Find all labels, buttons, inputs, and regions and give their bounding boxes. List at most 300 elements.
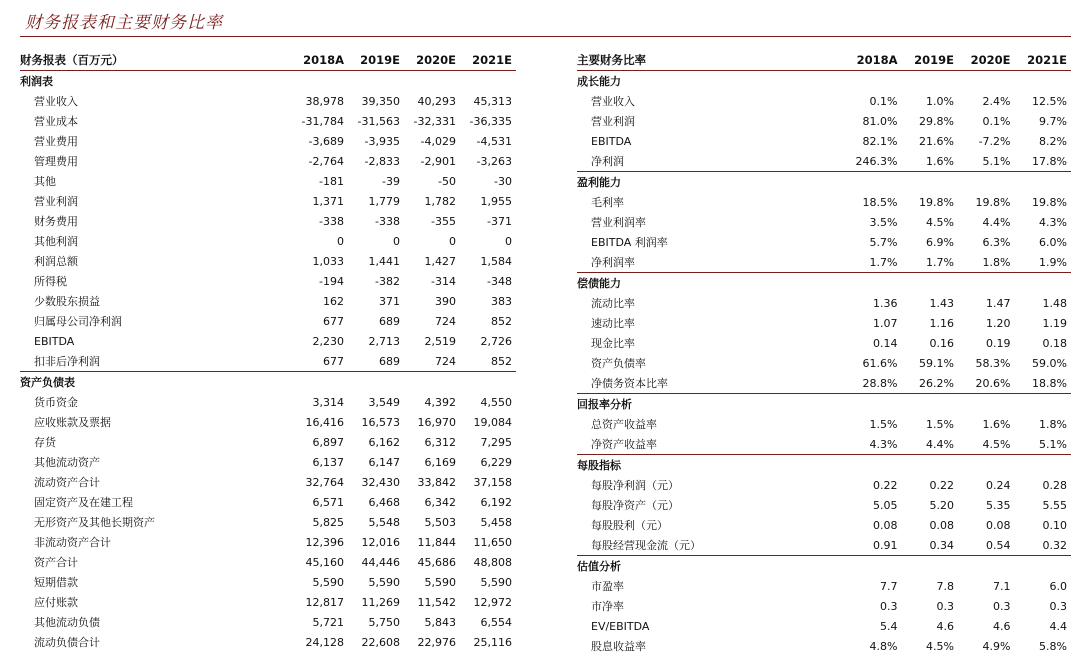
value-cell: -348 xyxy=(487,274,512,288)
table-row xyxy=(577,596,1071,616)
financial-ratios-body xyxy=(577,71,1071,657)
table-row xyxy=(577,495,1071,515)
value-cell: 7,295 xyxy=(480,435,512,449)
value-cell: 852 xyxy=(491,314,512,328)
table-row xyxy=(20,91,516,111)
value-cell: 1.7% xyxy=(926,255,954,269)
row-label: 营业成本 xyxy=(34,115,78,128)
row-label: 短期借款 xyxy=(34,576,78,589)
table-row xyxy=(20,592,516,612)
value-cell: 689 xyxy=(379,354,400,368)
value-cell: 1.8% xyxy=(982,255,1011,269)
table-row xyxy=(20,351,516,372)
empty-cell xyxy=(845,172,902,193)
table-row xyxy=(577,151,1071,172)
row-label: EBITDA xyxy=(591,134,632,148)
empty-cell xyxy=(292,71,348,92)
value-cell: 0.3 xyxy=(880,599,898,613)
table-row xyxy=(20,151,516,171)
value-cell: 8.2% xyxy=(1039,134,1067,148)
title-divider xyxy=(20,36,1071,37)
value-cell: 0.19 xyxy=(986,336,1011,350)
row-label: 应收账款及票据 xyxy=(34,416,111,429)
section-title: 资产负债表 xyxy=(20,372,292,393)
value-cell: 689 xyxy=(379,314,400,328)
row-label: 营业收入 xyxy=(34,95,78,108)
table-row xyxy=(577,616,1071,636)
value-cell: -31,563 xyxy=(357,114,400,128)
row-label: 每股净利润（元） xyxy=(591,479,679,492)
table-row xyxy=(577,111,1071,131)
row-label: 市盈率 xyxy=(591,580,624,593)
value-cell: -355 xyxy=(431,214,456,228)
value-cell: 0.08 xyxy=(873,518,898,532)
row-label: 毛利率 xyxy=(591,196,624,209)
value-cell: -39 xyxy=(382,174,400,188)
value-cell: 0.1% xyxy=(869,94,898,108)
value-cell: 18.8% xyxy=(1032,376,1067,390)
value-cell: 5,750 xyxy=(368,615,400,629)
value-cell: 1.7% xyxy=(869,255,898,269)
empty-cell xyxy=(1015,273,1072,294)
value-cell: 5.35 xyxy=(986,498,1011,512)
table-row xyxy=(20,412,516,432)
table-row xyxy=(577,515,1071,535)
row-label: 营业利润率 xyxy=(591,216,646,229)
row-label: 资产负债率 xyxy=(591,357,646,370)
value-cell: 6.9% xyxy=(926,235,954,249)
value-cell: -3,263 xyxy=(476,154,512,168)
value-cell: 4.5% xyxy=(926,639,954,653)
value-cell: 1.16 xyxy=(929,316,954,330)
row-label: 每股经营现金流（元） xyxy=(591,539,701,552)
table-row xyxy=(577,232,1071,252)
value-cell: 12,817 xyxy=(305,595,344,609)
value-cell: 677 xyxy=(323,354,344,368)
value-cell: 0.10 xyxy=(1042,518,1067,532)
value-cell: 0.1% xyxy=(982,114,1011,128)
value-cell: 0 xyxy=(337,234,344,248)
value-cell: 19.8% xyxy=(919,195,954,209)
value-cell: 5.05 xyxy=(873,498,898,512)
row-label: 净资产收益率 xyxy=(591,438,657,451)
row-label: 所得税 xyxy=(34,275,67,288)
value-cell: 32,430 xyxy=(361,475,400,489)
table-row xyxy=(577,131,1071,151)
value-cell: 11,844 xyxy=(417,535,456,549)
section-header-row xyxy=(20,372,516,393)
row-label: 净利润 xyxy=(591,155,624,168)
row-label: 营业利润 xyxy=(34,195,78,208)
value-cell: 4.9% xyxy=(982,639,1011,653)
empty-cell xyxy=(845,71,902,92)
table-row xyxy=(20,311,516,331)
empty-cell xyxy=(348,372,404,393)
row-label: 财务费用 xyxy=(34,215,78,228)
section-title: 估值分析 xyxy=(577,556,845,577)
value-cell: -194 xyxy=(319,274,344,288)
value-cell: 677 xyxy=(323,314,344,328)
value-cell: 4.4% xyxy=(926,437,954,451)
value-cell: 4.3% xyxy=(1039,215,1067,229)
row-label: 利润总额 xyxy=(34,255,78,268)
row-label: 流动负债合计 xyxy=(34,636,100,649)
table-row xyxy=(577,576,1071,596)
value-cell: 0.34 xyxy=(929,538,954,552)
value-cell: 0.16 xyxy=(929,336,954,350)
value-cell: 45,686 xyxy=(417,555,456,569)
value-cell: 5,548 xyxy=(368,515,400,529)
value-cell: 0.08 xyxy=(986,518,1011,532)
row-label: 速动比率 xyxy=(591,317,635,330)
value-cell: 6,162 xyxy=(368,435,400,449)
value-cell: -338 xyxy=(375,214,400,228)
value-cell: -338 xyxy=(319,214,344,228)
value-cell: 1.48 xyxy=(1042,296,1067,310)
table-row xyxy=(20,632,516,652)
row-label: 无形资产及其他长期资产 xyxy=(34,516,155,529)
row-label: 少数股东损益 xyxy=(34,295,100,308)
value-cell: 1.19 xyxy=(1042,316,1067,330)
year-header: 2021E xyxy=(460,50,516,71)
year-header: 2020E xyxy=(404,50,460,71)
value-cell: 6,554 xyxy=(480,615,512,629)
table-row xyxy=(577,353,1071,373)
value-cell: -3,689 xyxy=(308,134,344,148)
financial-ratios-table xyxy=(577,50,1071,656)
value-cell: 5,825 xyxy=(312,515,344,529)
value-cell: 22,976 xyxy=(417,635,456,649)
value-cell: 724 xyxy=(435,314,456,328)
empty-cell xyxy=(460,71,516,92)
value-cell: 5,458 xyxy=(480,515,512,529)
value-cell: 38,978 xyxy=(305,94,344,108)
value-cell: 3,314 xyxy=(312,395,344,409)
financial-ratios-panel xyxy=(577,50,1071,656)
value-cell: 11,269 xyxy=(361,595,400,609)
value-cell: 0 xyxy=(393,234,400,248)
row-label: 扣非后净利润 xyxy=(34,355,100,368)
value-cell: 12,972 xyxy=(473,595,512,609)
value-cell: -2,833 xyxy=(364,154,400,168)
value-cell: 5,843 xyxy=(424,615,456,629)
row-label: 非流动资产合计 xyxy=(34,536,111,549)
financial-statements-panel xyxy=(20,50,516,652)
table-row xyxy=(577,475,1071,495)
section-header-row xyxy=(20,71,516,92)
value-cell: 58.3% xyxy=(975,356,1011,370)
empty-cell xyxy=(404,372,460,393)
table-row xyxy=(20,392,516,412)
table-row xyxy=(20,512,516,532)
value-cell: 1,955 xyxy=(480,194,512,208)
value-cell: 7.1 xyxy=(993,579,1011,593)
empty-cell xyxy=(1015,172,1072,193)
table-row xyxy=(20,131,516,151)
value-cell: 0.3 xyxy=(993,599,1011,613)
value-cell: 1.36 xyxy=(873,296,898,310)
value-cell: 5.20 xyxy=(929,498,954,512)
table-row xyxy=(577,212,1071,232)
row-label: 其他流动负债 xyxy=(34,616,100,629)
empty-cell xyxy=(902,172,959,193)
value-cell: 81.0% xyxy=(862,114,898,128)
empty-cell xyxy=(958,455,1015,476)
empty-cell xyxy=(845,556,902,577)
value-cell: 18.5% xyxy=(862,195,898,209)
value-cell: 5,590 xyxy=(424,575,456,589)
row-label: 每股股利（元） xyxy=(591,519,668,532)
empty-cell xyxy=(845,273,902,294)
value-cell: 4.4 xyxy=(1049,619,1067,633)
value-cell: 6,468 xyxy=(368,495,400,509)
value-cell: 33,842 xyxy=(417,475,456,489)
row-label: EBITDA xyxy=(34,334,75,348)
value-cell: 28.8% xyxy=(862,376,898,390)
value-cell: 1,441 xyxy=(368,254,400,268)
value-cell: 0.08 xyxy=(929,518,954,532)
table-row xyxy=(20,291,516,311)
empty-cell xyxy=(1015,455,1072,476)
value-cell: 12.5% xyxy=(1032,94,1067,108)
value-cell: 0.24 xyxy=(986,478,1011,492)
row-label: 管理费用 xyxy=(34,155,78,168)
value-cell: 4.5% xyxy=(982,437,1011,451)
value-cell: 48,808 xyxy=(473,555,512,569)
table-header-label: 主要财务比率 xyxy=(577,50,845,71)
empty-cell xyxy=(958,71,1015,92)
value-cell: 21.6% xyxy=(919,134,954,148)
row-label: 流动比率 xyxy=(591,297,635,310)
table-row xyxy=(20,452,516,472)
section-header-row xyxy=(577,71,1071,92)
table-row xyxy=(577,636,1071,656)
table-row xyxy=(20,432,516,452)
value-cell: 39,350 xyxy=(361,94,400,108)
value-cell: 25,116 xyxy=(473,635,512,649)
value-cell: 17.8% xyxy=(1032,154,1067,168)
value-cell: 0.54 xyxy=(986,538,1011,552)
value-cell: 16,416 xyxy=(305,415,344,429)
value-cell: 6.0% xyxy=(1039,235,1067,249)
section-title: 回报率分析 xyxy=(577,394,845,415)
value-cell: 246.3% xyxy=(855,154,898,168)
value-cell: 1.8% xyxy=(1039,417,1067,431)
row-label: 现金比率 xyxy=(591,337,635,350)
table-row xyxy=(20,271,516,291)
value-cell: 5,590 xyxy=(312,575,344,589)
value-cell: 5.8% xyxy=(1039,639,1067,653)
table-row xyxy=(20,472,516,492)
value-cell: 20.6% xyxy=(975,376,1011,390)
value-cell: 6.0 xyxy=(1049,579,1067,593)
year-header: 2021E xyxy=(1015,50,1072,71)
value-cell: 24,128 xyxy=(305,635,344,649)
empty-cell xyxy=(404,71,460,92)
value-cell: 6,897 xyxy=(312,435,344,449)
year-header: 2019E xyxy=(348,50,404,71)
value-cell: 6,169 xyxy=(424,455,456,469)
value-cell: 1,782 xyxy=(424,194,456,208)
financial-statements-table xyxy=(20,50,516,652)
value-cell: 0 xyxy=(449,234,456,248)
value-cell: 11,650 xyxy=(473,535,512,549)
value-cell: 1.20 xyxy=(986,316,1011,330)
table-row xyxy=(577,373,1071,394)
value-cell: 162 xyxy=(323,294,344,308)
value-cell: 0.3 xyxy=(936,599,954,613)
table-row xyxy=(577,293,1071,313)
value-cell: 19.8% xyxy=(975,195,1011,209)
value-cell: 6,192 xyxy=(480,495,512,509)
value-cell: 7.8 xyxy=(936,579,954,593)
value-cell: 61.6% xyxy=(862,356,898,370)
table-row xyxy=(20,111,516,131)
table-row xyxy=(20,552,516,572)
value-cell: 390 xyxy=(435,294,456,308)
value-cell: 852 xyxy=(491,354,512,368)
row-label: 其他利润 xyxy=(34,235,78,248)
section-header-row xyxy=(577,394,1071,415)
value-cell: 4,550 xyxy=(480,395,512,409)
value-cell: 7.7 xyxy=(880,579,898,593)
empty-cell xyxy=(1015,556,1072,577)
table-row xyxy=(20,171,516,191)
value-cell: 12,396 xyxy=(305,535,344,549)
value-cell: 0.3 xyxy=(1049,599,1067,613)
value-cell: 5.1% xyxy=(982,154,1011,168)
value-cell: 383 xyxy=(491,294,512,308)
value-cell: 22,608 xyxy=(361,635,400,649)
row-label: EV/EBITDA xyxy=(591,619,650,633)
value-cell: 1.5% xyxy=(926,417,954,431)
value-cell: 2,713 xyxy=(368,334,400,348)
table-row xyxy=(577,91,1071,111)
row-label: 营业利润 xyxy=(591,115,635,128)
value-cell: 5,721 xyxy=(312,615,344,629)
value-cell: 1,427 xyxy=(424,254,456,268)
value-cell: -31,784 xyxy=(301,114,344,128)
value-cell: 5.7% xyxy=(869,235,898,249)
table-row xyxy=(577,434,1071,455)
value-cell: 3,549 xyxy=(368,395,400,409)
value-cell: 4,392 xyxy=(424,395,456,409)
value-cell: 1.6% xyxy=(982,417,1011,431)
value-cell: -50 xyxy=(438,174,456,188)
table-row xyxy=(577,313,1071,333)
value-cell: -2,901 xyxy=(420,154,456,168)
row-label: 其他流动资产 xyxy=(34,456,100,469)
year-header: 2020E xyxy=(958,50,1015,71)
value-cell: 6.3% xyxy=(982,235,1011,249)
year-header: 2018A xyxy=(845,50,902,71)
value-cell: 0 xyxy=(505,234,512,248)
section-header-row xyxy=(577,273,1071,294)
value-cell: 4.5% xyxy=(926,215,954,229)
empty-cell xyxy=(292,372,348,393)
value-cell: 45,160 xyxy=(305,555,344,569)
value-cell: 59.1% xyxy=(919,356,954,370)
section-header-row xyxy=(577,556,1071,577)
value-cell: 1,584 xyxy=(480,254,512,268)
row-label: 净利润率 xyxy=(591,256,635,269)
table-row xyxy=(20,251,516,271)
value-cell: 59.0% xyxy=(1032,356,1067,370)
value-cell: 5,590 xyxy=(368,575,400,589)
empty-cell xyxy=(958,556,1015,577)
row-label: 固定资产及在建工程 xyxy=(34,496,133,509)
table-row xyxy=(20,231,516,251)
value-cell: 4.6 xyxy=(993,619,1011,633)
value-cell: -30 xyxy=(494,174,512,188)
value-cell: 44,446 xyxy=(361,555,400,569)
year-header: 2019E xyxy=(902,50,959,71)
value-cell: -181 xyxy=(319,174,344,188)
value-cell: 82.1% xyxy=(862,134,898,148)
empty-cell xyxy=(902,71,959,92)
section-title: 偿债能力 xyxy=(577,273,845,294)
value-cell: 2.4% xyxy=(982,94,1011,108)
value-cell: 5.4 xyxy=(880,619,898,633)
empty-cell xyxy=(348,71,404,92)
value-cell: 4.8% xyxy=(869,639,898,653)
value-cell: 5.1% xyxy=(1039,437,1067,451)
value-cell: 37,158 xyxy=(473,475,512,489)
empty-cell xyxy=(958,394,1015,415)
value-cell: -7.2% xyxy=(978,134,1011,148)
empty-cell xyxy=(1015,394,1072,415)
value-cell: 4.4% xyxy=(982,215,1011,229)
table-row xyxy=(577,333,1071,353)
table-row xyxy=(577,535,1071,556)
value-cell: 40,293 xyxy=(417,94,456,108)
value-cell: 1,371 xyxy=(312,194,344,208)
value-cell: 16,970 xyxy=(417,415,456,429)
row-label: 流动资产合计 xyxy=(34,476,100,489)
row-label: 营业费用 xyxy=(34,135,78,148)
value-cell: -4,029 xyxy=(420,134,456,148)
value-cell: 9.7% xyxy=(1039,114,1067,128)
value-cell: 4.6 xyxy=(936,619,954,633)
value-cell: 1.07 xyxy=(873,316,898,330)
section-header-row xyxy=(577,172,1071,193)
value-cell: 45,313 xyxy=(473,94,512,108)
value-cell: 0.32 xyxy=(1042,538,1067,552)
table-row xyxy=(20,492,516,512)
empty-cell xyxy=(460,372,516,393)
value-cell: 5,590 xyxy=(480,575,512,589)
section-header-row xyxy=(577,455,1071,476)
value-cell: 371 xyxy=(379,294,400,308)
value-cell: 6,342 xyxy=(424,495,456,509)
table-row xyxy=(20,572,516,592)
row-label: EBITDA 利润率 xyxy=(591,236,668,249)
table-row xyxy=(577,414,1071,434)
value-cell: 0.22 xyxy=(929,478,954,492)
value-cell: 1.0% xyxy=(926,94,954,108)
empty-cell xyxy=(958,172,1015,193)
row-label: 存货 xyxy=(34,436,56,449)
value-cell: -3,935 xyxy=(364,134,400,148)
value-cell: 724 xyxy=(435,354,456,368)
row-label: 归属母公司净利润 xyxy=(34,315,122,328)
value-cell: 0.14 xyxy=(873,336,898,350)
section-title: 每股指标 xyxy=(577,455,845,476)
table-row xyxy=(20,191,516,211)
page-title: 财务报表和主要财务比率 xyxy=(25,13,223,33)
value-cell: 6,229 xyxy=(480,455,512,469)
empty-cell xyxy=(902,273,959,294)
